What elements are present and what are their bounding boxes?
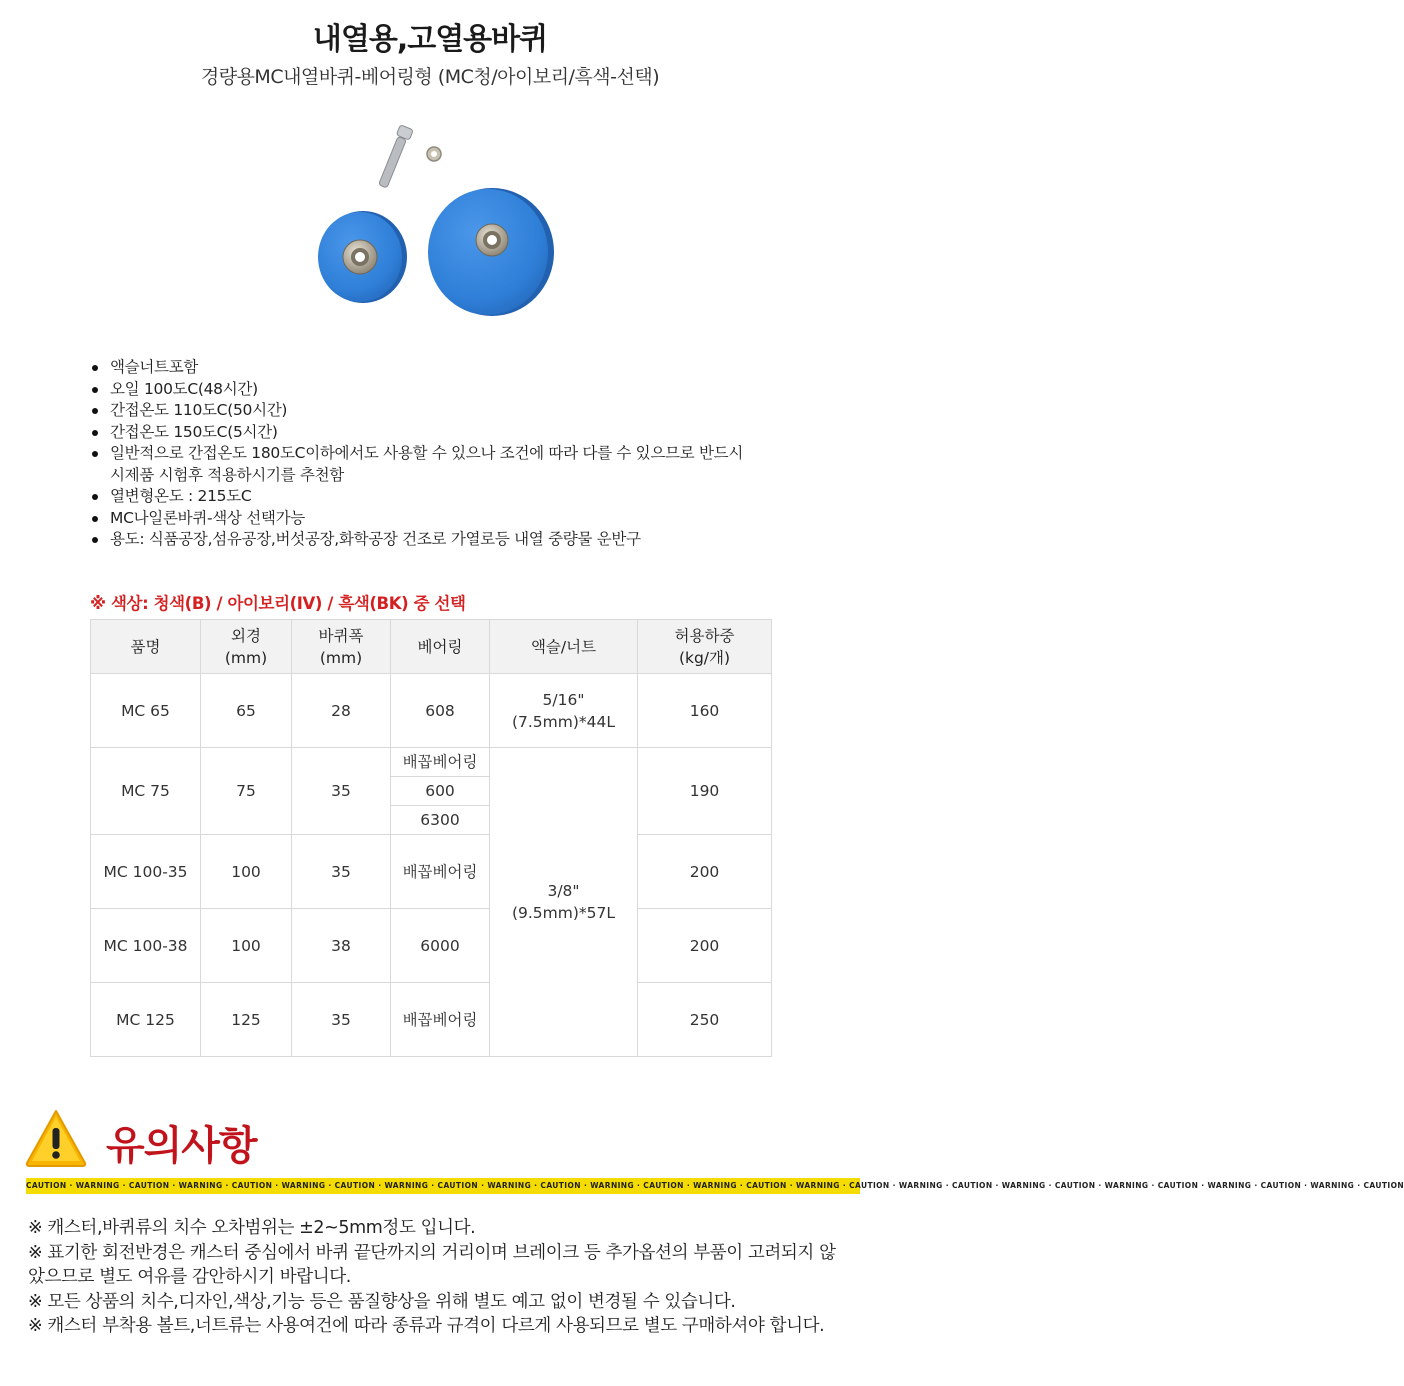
cell-diameter: 125 bbox=[201, 983, 292, 1057]
bolt-shape bbox=[379, 125, 414, 188]
cell-bearing: 600 bbox=[391, 777, 490, 806]
col-header-diameter-text: 외경 (mm) bbox=[224, 626, 268, 667]
caution-note: ※ 모든 상품의 치수,디자인,색상,기능 등은 품질향상을 위해 별도 예고 없이 변경될 수 있습니다. bbox=[28, 1291, 736, 1312]
cell-diameter: 75 bbox=[201, 748, 292, 835]
caution-tape: CAUTION · WARNING · CAUTION · WARNING · CAUTION · WARNING · CAUTION · WARNING · CAUTION · WARNING · CAUTION · WARNING · CAUTION · WARNING · CAUTION · WARNING · CAUTION · WARNING · CAUTION · WARNING · CAUTION · WARNING · CAUTION · WARNING · CAUTION · WARNING · CAUTION bbox=[26, 1178, 860, 1194]
page-title: 내열용,고열용바퀴 bbox=[312, 22, 548, 57]
cell-name: MC 100-35 bbox=[91, 835, 201, 909]
caution-note: ※ 캐스터 부착용 볼트,너트류는 사용여건에 따라 종류과 규격이 다르게 사용되므로 별도 구매하셔야 합니다. bbox=[28, 1316, 825, 1336]
cell-bearing: 배꼽베어링 bbox=[391, 835, 490, 909]
cell-diameter: 65 bbox=[201, 674, 292, 748]
nut-shape bbox=[427, 147, 441, 161]
cell-axle-text: 5/16" (7.5mm)*44L bbox=[511, 690, 616, 731]
table-row bbox=[91, 748, 772, 777]
cell-axle-text: 3/8" (9.5mm)*57L bbox=[511, 882, 616, 922]
col-header-diameter bbox=[201, 620, 292, 674]
cell-width: 38 bbox=[292, 909, 391, 983]
cell-load: 200 bbox=[638, 909, 772, 983]
cell-diameter: 100 bbox=[201, 909, 292, 983]
wheel-illustration bbox=[290, 112, 590, 342]
cell-diameter: 100 bbox=[201, 835, 292, 909]
col-header-width-text: 바퀴폭 (mm) bbox=[318, 626, 364, 667]
caution-note: ※ 표기한 회전반경은 캐스터 중심에서 바퀴 끝단까지의 거리이며 브레이크 등 추가옵션의 부품이 고려되지 않았으므로 별도 여유를 감안하시기 바랍니다. bbox=[28, 1242, 836, 1287]
spec-table bbox=[90, 619, 772, 1057]
table-row bbox=[91, 835, 772, 909]
caution-note: ※ 캐스터,바퀴류의 치수 오차범위는 ±2~5mm정도 입니다. bbox=[28, 1218, 476, 1238]
cell-width: 35 bbox=[292, 748, 391, 835]
cell-bearing: 6000 bbox=[391, 909, 490, 983]
small-wheel bbox=[318, 211, 407, 303]
page-subtitle: 경량용MC내열바퀴-베어링형 (MC청/아이보리/흑색-선택) bbox=[200, 66, 660, 88]
large-wheel bbox=[428, 188, 554, 316]
cell-bearing: 배꼽베어링 bbox=[391, 983, 490, 1057]
cell-name: MC 65 bbox=[91, 674, 201, 748]
cell-name: MC 100-38 bbox=[91, 909, 201, 983]
cell-width: 28 bbox=[292, 674, 391, 748]
color-option-note: ※ 색상: 청색(B) / 아이보리(IV) / 흑색(BK) 중 선택 bbox=[90, 594, 466, 613]
cell-axle bbox=[490, 674, 638, 748]
col-header-width bbox=[292, 620, 391, 674]
cell-width: 35 bbox=[292, 983, 391, 1057]
col-header-load bbox=[638, 620, 772, 674]
feature-item: 액슬너트포함 bbox=[90, 357, 750, 379]
col-header-load-text: 허용하중 (kg/개) bbox=[674, 626, 735, 667]
feature-item: 간접온도 110도C(50시간) bbox=[90, 400, 750, 422]
feature-item: MC나일론바퀴-색상 선택가능 bbox=[90, 508, 750, 530]
col-header-name: 품명 bbox=[91, 620, 201, 674]
feature-item: 일반적으로 간접온도 180도C이하에서도 사용할 수 있으나 조건에 따라 다를 수 있으므로 반드시 시제품 시험후 적용하시기를 추천함 bbox=[90, 443, 750, 486]
warning-icon bbox=[24, 1108, 88, 1168]
caution-notes bbox=[28, 1216, 843, 1339]
cell-load: 160 bbox=[638, 674, 772, 748]
cell-width: 35 bbox=[292, 835, 391, 909]
cell-axle-shared bbox=[490, 748, 638, 1057]
cell-bearing: 6300 bbox=[391, 806, 490, 835]
cell-load: 190 bbox=[638, 748, 772, 835]
cell-name: MC 125 bbox=[91, 983, 201, 1057]
product-photo bbox=[290, 112, 590, 342]
feature-item: 간접온도 150도C(5시간) bbox=[90, 422, 750, 444]
table-row bbox=[91, 983, 772, 1057]
cell-name: MC 75 bbox=[91, 748, 201, 835]
cell-load: 200 bbox=[638, 835, 772, 909]
feature-list bbox=[90, 357, 750, 551]
feature-item: 열변형온도 : 215도C bbox=[90, 486, 750, 508]
table-header-row bbox=[91, 620, 772, 674]
caution-title: 유의사항 bbox=[106, 1123, 257, 1169]
feature-item: 오일 100도C(48시간) bbox=[90, 379, 750, 401]
cell-bearing: 배꼽베어링 bbox=[391, 748, 490, 777]
caution-header bbox=[24, 1108, 424, 1172]
col-header-axle: 액슬/너트 bbox=[490, 620, 638, 674]
table-row bbox=[91, 674, 772, 748]
feature-item: 용도: 식품공장,섬유공장,버섯공장,화학공장 건조로 가열로등 내열 중량물 운반구 bbox=[90, 529, 750, 551]
table-row bbox=[91, 909, 772, 983]
cell-load: 250 bbox=[638, 983, 772, 1057]
cell-bearing: 608 bbox=[391, 674, 490, 748]
col-header-bearing: 베어링 bbox=[391, 620, 490, 674]
